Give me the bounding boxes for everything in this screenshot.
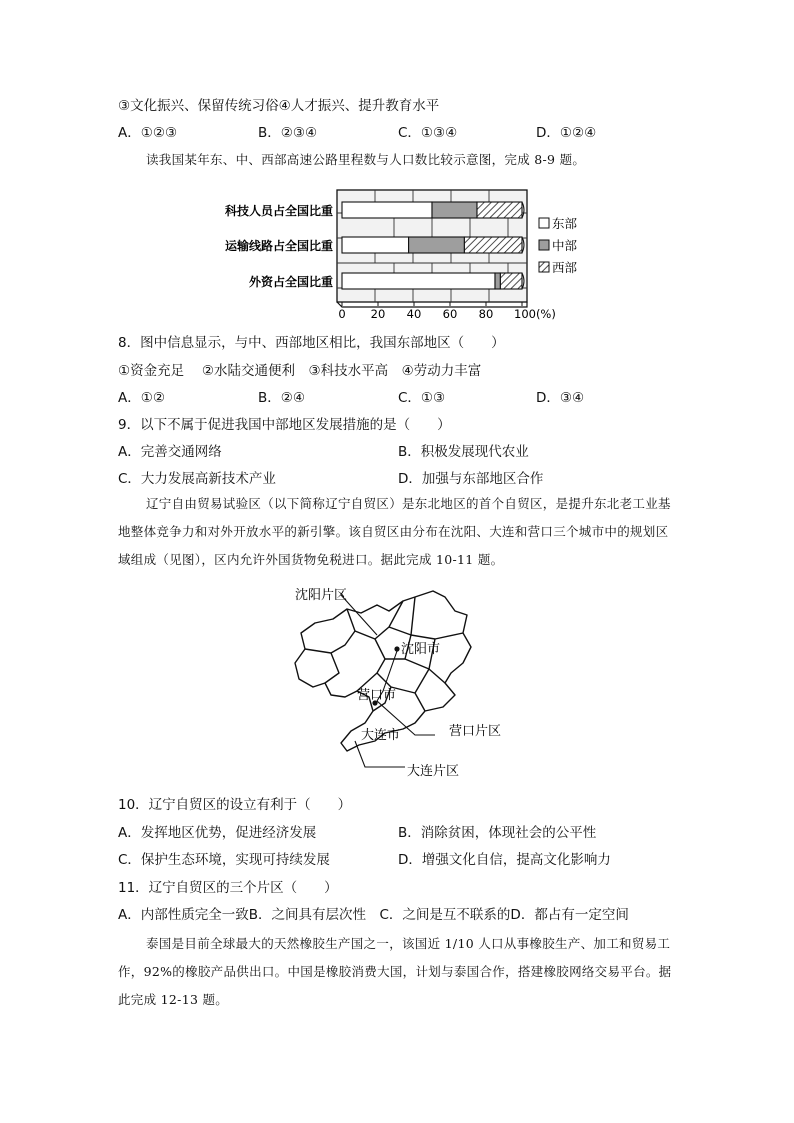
- bar-中部-2: [495, 273, 500, 289]
- q11-stem: 11．辽宁自贸区的三个片区（ ）: [118, 880, 338, 896]
- chart-base: [337, 302, 527, 307]
- county-border: [391, 687, 425, 711]
- county-border: [415, 669, 429, 693]
- q10-option-c[interactable]: C．保护生态环境，实现可持续发展: [118, 852, 330, 868]
- q10-stem: 10．辽宁自贸区的设立有利于（ ）: [118, 797, 352, 813]
- shenyang-city-dot: [394, 646, 399, 651]
- q7-option-b[interactable]: B．②③④: [258, 125, 318, 141]
- comparison-chart: [0, 182, 794, 332]
- legend-label-东部: 东部: [552, 216, 578, 231]
- bar-西部-1: [464, 237, 522, 253]
- x-tick-label: 100(%): [514, 307, 556, 321]
- county-border: [357, 639, 385, 691]
- category-label: 外资占全国比重: [248, 275, 333, 289]
- q9-option-d[interactable]: D．加强与东部地区合作: [398, 471, 544, 487]
- q9-option-c[interactable]: C．大力发展高新技术产业: [118, 471, 276, 487]
- q10-option-b[interactable]: B．消除贫困，体现社会的公平性: [398, 825, 597, 841]
- x-tick-label: 80: [478, 307, 494, 321]
- q11-options[interactable]: A．内部性质完全一致B．之间具有层次性 C．之间是互不联系的D．都占有一定空间: [118, 907, 629, 923]
- map-label-dalian-city: 大连市: [361, 728, 401, 743]
- x-tick-label: 20: [370, 307, 386, 321]
- x-tick-label: 0: [338, 307, 346, 321]
- legend-swatch-东部: [539, 218, 549, 228]
- liaoning-ftz-map: [285, 583, 525, 783]
- map-label-yingkou-zone: 营口片区: [449, 724, 502, 739]
- province-outline: [295, 591, 471, 751]
- map-label-yingkou-city: 营口市: [357, 688, 397, 703]
- legend-swatch-西部: [539, 262, 549, 272]
- county-border: [405, 659, 445, 683]
- q8-option-c[interactable]: C．①③: [398, 390, 446, 406]
- category-label: 科技人员占全国比重: [224, 204, 333, 218]
- bar-东部-2: [342, 273, 495, 289]
- legend-swatch-中部: [539, 240, 549, 250]
- q9-option-a[interactable]: A．完善交通网络: [118, 444, 222, 460]
- intro-8-9: 读我国某年东、中、西部高速公路里程数与人口数比较示意图，完成 8-9 题。: [146, 152, 586, 167]
- q9-stem: 9．以下不属于促进我国中部地区发展措施的是（ ）: [118, 417, 451, 433]
- q7-option-a[interactable]: A．①②③: [118, 125, 178, 141]
- category-label: 运输线路占全国比重: [224, 239, 333, 253]
- q10-option-d[interactable]: D．增强文化自信，提高文化影响力: [398, 852, 611, 868]
- legend-label-西部: 西部: [552, 260, 578, 275]
- q8-option-a[interactable]: A．①②: [118, 390, 165, 406]
- passage-10-11: 辽宁自由贸易试验区（以下简称辽宁自贸区）是东北地区的首个自贸区，是提升东北老工业基地整体竞争力和对外开放水平的新引擎。该自贸区由分布在沈阳、大连和营口三个城市中的规划区域组成（见图），区内允许外国货物免税进口。据此完成 10-11 题。: [118, 496, 671, 567]
- map-label-dalian-zone: 大连片区: [407, 764, 460, 779]
- q8-option-b[interactable]: B．②④: [258, 390, 305, 406]
- q8-items: ①资金充足 ②水陆交通便利 ③科技水平高 ④劳动力丰富: [118, 363, 482, 379]
- q8-option-d[interactable]: D．③④: [536, 390, 585, 406]
- passage-12-13: 泰国是目前全球最大的天然橡胶生产国之一，该国近 1/10 人口从事橡胶生产、加工和贸易工作，92%的橡胶产品供出口。中国是橡胶消费大国，计划与泰国合作，搭建橡胶网络交易平台。据此完成 12-13 题。: [118, 936, 672, 1007]
- x-tick-label: 60: [442, 307, 458, 321]
- county-border: [305, 609, 355, 653]
- q7-option-d[interactable]: D．①②④: [536, 125, 597, 141]
- bar-西部-2: [500, 273, 522, 289]
- county-border: [325, 653, 339, 683]
- bar-中部-0: [432, 202, 477, 218]
- bar-东部-1: [342, 237, 409, 253]
- map-label-shenyang-city: 沈阳市: [401, 642, 441, 657]
- q7-item-line: ③文化振兴、保留传统习俗④人才振兴、提升教育水平: [118, 98, 440, 114]
- q7-option-c[interactable]: C．①③④: [398, 125, 458, 141]
- q9-option-b[interactable]: B．积极发展现代农业: [398, 444, 529, 460]
- x-tick-label: 40: [406, 307, 422, 321]
- map-label-shenyang-zone: 沈阳片区: [295, 588, 348, 603]
- q8-stem: 8．图中信息显示，与中、西部地区相比，我国东部地区（ ）: [118, 335, 505, 351]
- bar-东部-0: [342, 202, 432, 218]
- bar-中部-1: [409, 237, 465, 253]
- bar-西部-0: [477, 202, 522, 218]
- county-border: [411, 633, 463, 639]
- legend-label-中部: 中部: [552, 238, 578, 253]
- q10-option-a[interactable]: A．发挥地区优势，促进经济发展: [118, 825, 317, 841]
- leader-line: [355, 741, 405, 767]
